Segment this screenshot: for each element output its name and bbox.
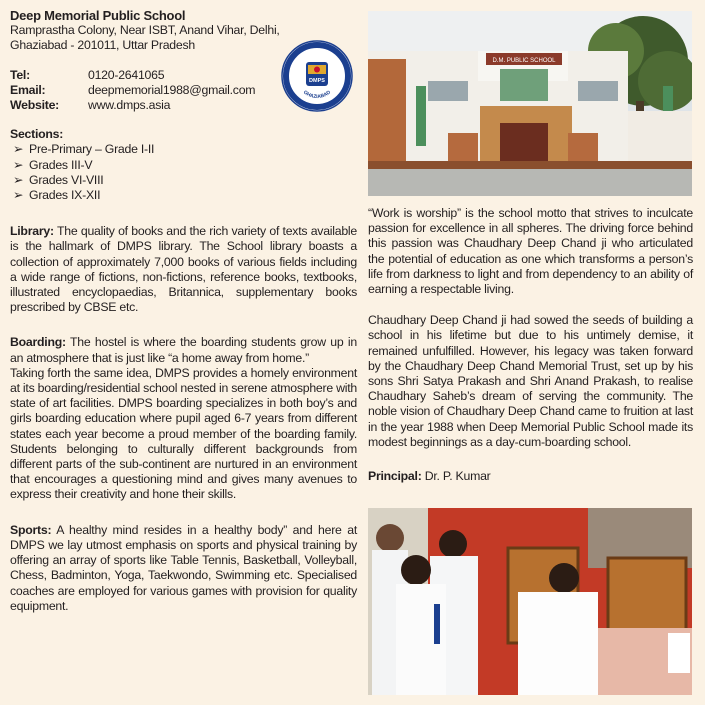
school-name: Deep Memorial Public School [10, 8, 186, 23]
tel-label: Tel: [10, 67, 30, 82]
library-text: The quality of books and the rich variety of texts available is the hallmark of DMPS library. The School library boasts a collection of approximately 7,000 books of various fields including a wide range of fictions, non-fictions, reference books, textbooks, illustrated encyclopaedias, Britannica, supplementary books prescribed by CBSE etc. [10, 224, 357, 315]
tel-value: 0120-2641065 [88, 67, 165, 82]
arrow-bullet-icon: ➢ [13, 157, 24, 172]
arrow-bullet-icon: ➢ [13, 188, 24, 203]
website-value[interactable]: www.dmps.asia [88, 98, 171, 113]
library-heading: Library: [10, 224, 54, 239]
history-paragraph: Chaudhary Deep Chand ji had sowed the seeds of building a school in his lifetime but due to his untimely demise, it remained unfulfilled. However, his legacy was taken forward by the Chaudhary Deep Chand Memorial Trust, set up by his sons Shri Satya Prakash and Shri Anand Prakash, to realise Chaudhary Saheb’s dream of serving the community. The noble vision of Chaudhary Deep Chand came to fruition at last in the year 1988 when Deep Memorial Public School made its modest beginnings as a day-cum-boarding school. [368, 313, 693, 449]
boarding-text-1: The hostel is where the boarding students grow up in an atmosphere that is just like “a home away from home.” [10, 335, 357, 365]
website-label: Website: [10, 98, 60, 113]
motto-paragraph: “Work is worship” is the school motto that strives to inculcate passion for excellence in all spheres. The driving force behind this passion was Chaudhary Deep Chand ji who articulated the potential of education as one which transforms a person’s life from darkness to light and from dependency to an ability of earning a respectable living. [368, 206, 693, 297]
school-building-photo [368, 11, 692, 196]
sports-paragraph [10, 523, 357, 614]
library-paragraph [10, 224, 357, 315]
list-item: ➢ Grades VI-VIII [13, 172, 104, 187]
principal-name: Dr. P. Kumar [421, 469, 491, 484]
logo-center-text: DMPS [309, 78, 325, 84]
school-logo [281, 40, 353, 112]
arrow-bullet-icon: ➢ [13, 172, 24, 187]
building-sign-text: D.M. PUBLIC SCHOOL [492, 58, 556, 64]
email-label: Email: [10, 82, 46, 97]
list-item: ➢ Grades III-V [13, 157, 93, 172]
boarding-paragraph [10, 335, 357, 365]
science-lab-photo [368, 508, 692, 695]
logo-top-text: EP MEMORIAL PUBLIC SCHO [288, 47, 346, 78]
right-column [368, 206, 693, 484]
principal-line [368, 469, 693, 484]
sports-heading: Sports: [10, 522, 52, 537]
sports-text: A healthy mind resides in a healthy body” and here at DMPS we lay utmost emphasis on sports and physical training by offering an array of sports like Table Tennis, Basketball, Volleyball, Chess, Badminton, Yoga, Taekwondo, Swimming etc. Specialised coaches are employed for various games with provision for quality equipment. [10, 522, 357, 613]
sections-title: Sections: [10, 127, 64, 142]
address-line-2: Ghaziabad - 201011, Uttar Pradesh [10, 38, 195, 53]
email-value[interactable]: deepmemorial1988@gmail.com [88, 82, 256, 97]
list-item: ➢ Pre-Primary – Grade I-II [13, 142, 155, 157]
boarding-heading: Boarding: [10, 335, 66, 350]
principal-label: Principal: [368, 469, 422, 484]
boarding-paragraph-2: Taking forth the same idea, DMPS provides a homely environment at its boarding/residential school nested in serene atmosphere with state of art facilities. DMPS boarding specializes in both boy’s and girls boarding education where pupil aged 6-7 years from different states each year become a proud member of the boarding family. Students belonging to culturally different backgrounds from different parts of the sub-continent are nurtured in an environment that encourages a questioning mind and gives many avenues to express their creativity and hone their skills. [10, 365, 357, 502]
arrow-bullet-icon: ➢ [13, 142, 24, 157]
address-line-1: Ramprastha Colony, Near ISBT, Anand Vihar, Delhi, [10, 23, 280, 38]
sections-list [10, 142, 357, 203]
logo-bottom-text: GHAZIABAD [302, 89, 332, 101]
list-item: ➢ Grades IX-XII [13, 188, 101, 203]
